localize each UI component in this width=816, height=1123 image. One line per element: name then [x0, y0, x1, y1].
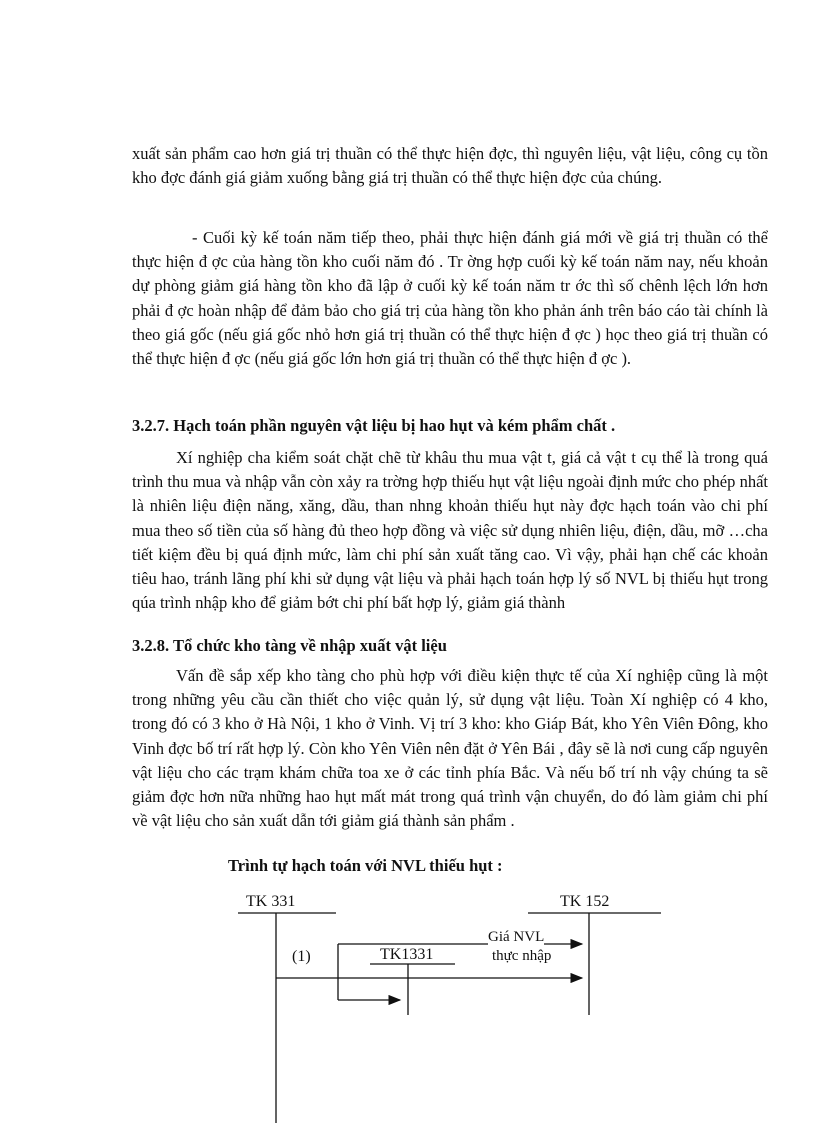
paragraph-warehouse: Vấn đề sắp xếp kho tàng cho phù hợp với điều kiện thực tế của Xí nghiệp cũng là một trong những yêu cầu cần thiết cho việc quản lý, sử dụng vật liệu. Toàn Xí nghiệp có 4 kho, trong đó có 3 kho ở Hà Nội, 1 kho ở Vinh. Vị trí 3 kho: kho Giáp Bát, kho Yên Viên Đông, kho Vinh đợc bố trí rất hợp lý. Còn kho Yên Viên nên đặt ở Yên Bái , đây sẽ là nơi cung cấp nguyên vật liệu cho các trạm khám chữa toa xe ở các tỉnh phía Bắc. Và nếu bố trí nh vậy chúng ta sẽ giảm đợc hơn nữa những hao hụt mất mát trong quá trình vận chuyển, do đó làm giảm chi phí về vật liệu cho sản xuất dẫn tới giảm giá thành sản phẩm .: [132, 666, 768, 831]
note-gia-nvl: Giá NVL: [488, 929, 545, 945]
note-thuc-nhap: thực nhập: [492, 948, 552, 964]
section-heading-3-2-7: 3.2.7. Hạch toán phần nguyên vật liệu bị hao hụt và kém phẩm chất .: [132, 416, 616, 435]
diagram-title: Trình tự hạch toán với NVL thiếu hụt :: [228, 856, 503, 875]
section-heading-3-2-8: 3.2.8. Tổ chức kho tàng về nhập xuất vật liệu: [132, 636, 447, 655]
step-label-1: (1): [292, 948, 311, 965]
paragraph-shortage: Xí nghiệp cha kiểm soát chặt chẽ từ khâu thu mua vật t, giá cả vật t cụ thể là trong quá trình thu mua và nhập vẫn còn xảy ra trờng hợp thiếu hụt vật liệu ngoài định mức cho phép nhất là nhiên liệu điện năng, xăng, dầu, than nhng khoản thiếu hụt này đợc hạch toán vào chi phí mua theo số tiền của số hàng đủ theo hợp đồng và việc sử dụng nhiên liệu, điện, dầu, mỡ …cha tiết kiệm đều bị quá định mức, làm chi phí sản xuất tăng cao. Vì vậy, phải hạn chế các khoản tiêu hao, tránh lãng phí khi sử dụng vật liệu và phải hạch toán hợp lý số NVL bị thiếu hụt trong qúa trình nhập kho để giảm bớt chi phí bất hợp lý, giảm giá thành: [132, 448, 768, 613]
paragraph-continuation: xuất sản phẩm cao hơn giá trị thuần có thể thực hiện đợc, thì nguyên liệu, vật liệu, công cụ tồn kho đợc đánh giá giảm xuống bằng giá trị thuần có thể thực hiện đợc của chúng.: [132, 144, 768, 188]
account-label-tk331: TK 331: [246, 893, 296, 910]
account-label-tk1331: TK1331: [380, 946, 434, 963]
account-label-tk152: TK 152: [560, 893, 610, 910]
paragraph-year-end-valuation: - Cuối kỳ kế toán năm tiếp theo, phải thực hiện đánh giá mới về giá trị thuần có thể thực hiện đ ợc của hàng tồn kho cuối năm đó . Tr ờng hợp cuối kỳ kế toán năm nay, nếu khoản dự phòng giảm giá hàng tồn kho đã lập ở cuối kỳ kế toán năm tr ớc thì số chênh lệch lớn hơn phải đ ợc hoàn nhập để đảm bảo cho giá trị của hàng tồn kho phản ánh trên báo cáo tài chính là theo giá gốc (nếu giá gốc nhỏ hơn giá trị thuần có thể thực hiện đ ợc ) học theo giá trị thuần có thể thực hiện đ ợc (nếu giá gốc lớn hơn giá trị thuần có thể thực hiện đ ợc ).: [132, 228, 768, 369]
